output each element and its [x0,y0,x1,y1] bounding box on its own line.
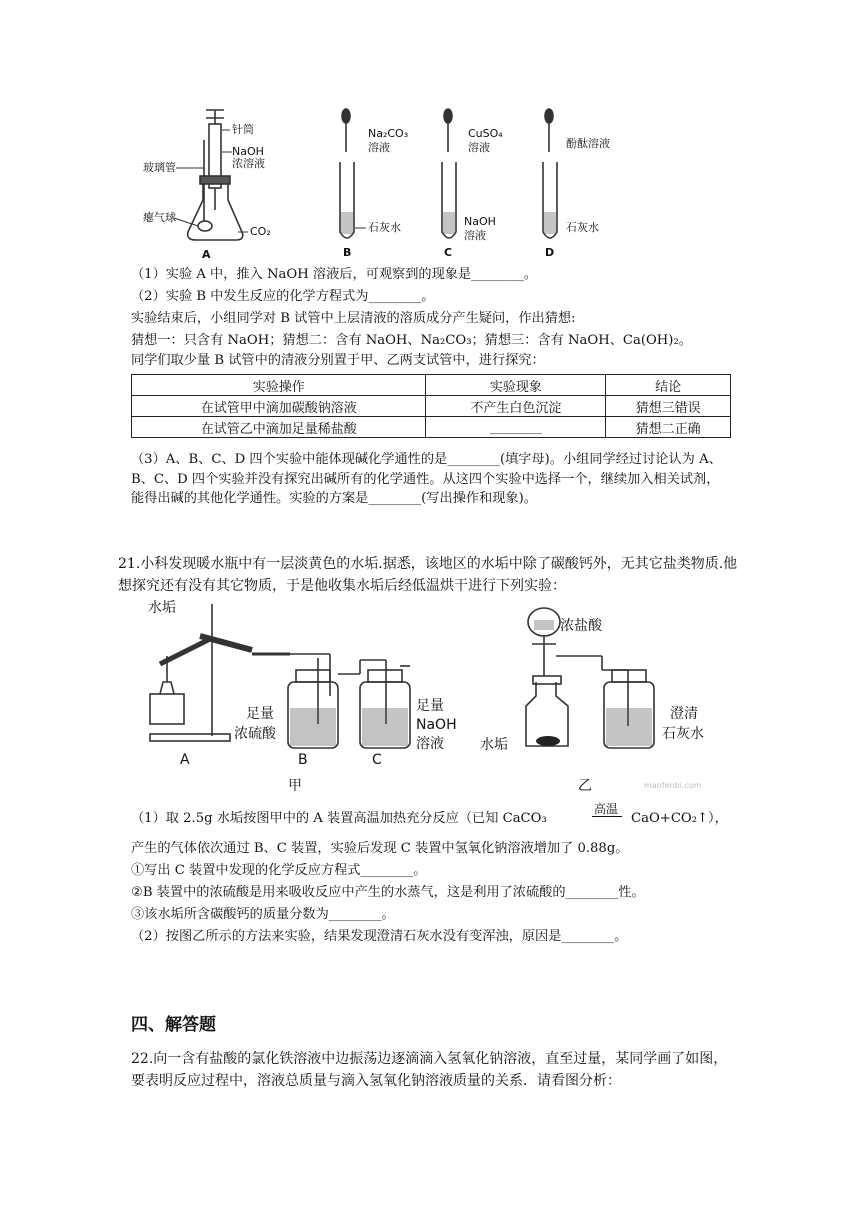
experiment-table [131,374,731,438]
table-cell: 猜想二正确 [606,417,731,438]
q21-intro: 21.小科发现暖水瓶中有一层淡黄色的水垢.据悉，该地区的水垢中除了碳酸钙外，无其它盐类物质.他想探究还有没有其它物质，于是他收集水垢后经低温烘干进行下列实验： [118,556,738,594]
label-b-limewater: 石灰水 [368,221,401,234]
label-c-solution: 溶液 [416,736,444,752]
q21-part2: （2）按图乙所示的方法来实验，结果发现澄清石灰水没有变浑浊，原因是________。 [131,929,628,944]
q20-hypotheses: 猜想一：只含有 NaOH；猜想二：含有 NaOH、Na₂CO₃；猜想三：含有 NaOH、Ca(OH)₂。 [131,333,692,348]
caption-b: B [343,246,352,259]
label-b-sufficient: 足量 [246,706,274,722]
label-scale: 水垢 [148,600,176,616]
label-c-sufficient: 足量 [416,698,444,714]
label-c-naoh: NaOH [464,215,496,228]
q22-text: 22.向一含有盐酸的氯化铁溶液中边振荡边逐滴滴入氢氧化钠溶液，直至过量，某同学画了如图，要表明反应过程中，溶液总质量与滴入氢氧化钠溶液质量的关系．请看图分析： [131,1051,728,1089]
table-cell: 猜想三错误 [606,396,731,417]
label-naoh: NaOH [232,145,264,158]
label-concentrated-solution: 浓溶液 [232,157,265,170]
reaction-condition: 高温 [594,802,619,816]
letter-b: B [298,752,308,768]
table-row [132,396,731,417]
label-clear: 澄清 [670,706,698,722]
q20-part2: （2）实验 B 中发生反应的化学方程式为________。 [131,289,435,304]
table-cell: 在试管乙中滴加足量稀盐酸 [132,417,426,438]
label-d-phenolphthalein: 酚酞溶液 [566,137,610,150]
q21-part1-c: 产生的气体依次通过 B、C 装置，实验后发现 C 装置中氢氧化钠溶液增加了 0.88g。 [131,841,629,856]
label-d-limewater: 石灰水 [566,221,599,234]
watermark: manfenbi.com [644,781,702,790]
caption-a: A [202,248,211,261]
q21-part1-a: （1）取 2.5g 水垢按图甲中的 A 装置高温加热充分反应（已知 CaCO₃ [131,811,547,826]
figure-yi: 乙 [578,778,592,794]
reaction-arrow-line [592,816,622,817]
table-cell: ________ [426,417,606,438]
label-c-reagent: CuSO₄ [468,127,503,140]
table-header-row [132,375,731,396]
q21-sub3: ③该水垢所含碳酸钙的质量分数为________。 [131,907,395,922]
caption-c: C [444,246,453,259]
label-glass-tube: 玻璃管 [143,161,176,174]
table-row [132,417,731,438]
label-co2: CO₂ [250,225,271,238]
label-b-sulfuric-acid: 浓硫酸 [234,726,276,742]
label-b-reagent: Na₂CO₃ [368,127,409,140]
label-b-reagent-solution: 溶液 [368,141,390,154]
table-cell: 在试管甲中滴加碳酸钠溶液 [132,396,426,417]
letter-c: C [372,752,382,768]
table-header: 结论 [606,375,731,396]
label-c-naoh-solution: 溶液 [464,229,486,242]
table-header: 实验现象 [426,375,606,396]
label-scale-2: 水垢 [480,737,508,753]
caption-d: D [545,246,555,259]
q20-part1: （1）实验 A 中，推入 NaOH 溶液后，可观察到的现象是________。 [131,267,538,282]
q20-context: 实验结束后，小组同学对 B 试管中上层清液的溶质成分产生疑问，作出猜想: [131,311,576,326]
table-cell: 不产生白色沉淀 [426,396,606,417]
label-limewater: 石灰水 [662,726,704,742]
figure-jia: 甲 [288,778,302,794]
letter-a: A [180,752,190,768]
label-syringe: 针筒 [232,123,254,136]
q20-procedure: 同学们取少量 B 试管中的清液分别置于甲、乙两支试管中，进行探究： [131,353,545,368]
section-heading: 四、解答题 [131,1015,216,1035]
q21-sub1: ①写出 C 装置中发现的化学反应方程式________。 [131,863,427,878]
apparatus-abcd-drawing [0,0,860,270]
table-header: 实验操作 [132,375,426,396]
label-hcl: 浓盐酸 [560,618,602,634]
label-c-naoh: NaOH [416,717,457,733]
q21-part1-b: CaO+CO₂↑）， [631,811,728,826]
q20-part3: （3）A、B、C、D 四个实验中能体现碱化学通性的是________(填字母)。小组同学经过讨论认为 A、B、C、D 四个实验并没有探究出碱所有的化学通性。从这四个实验中选择一个，继续加入相关试剂，能得出碱的其他化学通性。实验的方案是________(写出操作和现象)。 [131,452,722,506]
q21-sub2: ②B 装置中的浓硫酸是用来吸收反应中产生的水蒸气，这是利用了浓硫酸的________性。 [131,885,645,900]
label-balloon: 瘪气球 [143,211,176,224]
label-c-reagent-solution: 溶液 [468,141,490,154]
